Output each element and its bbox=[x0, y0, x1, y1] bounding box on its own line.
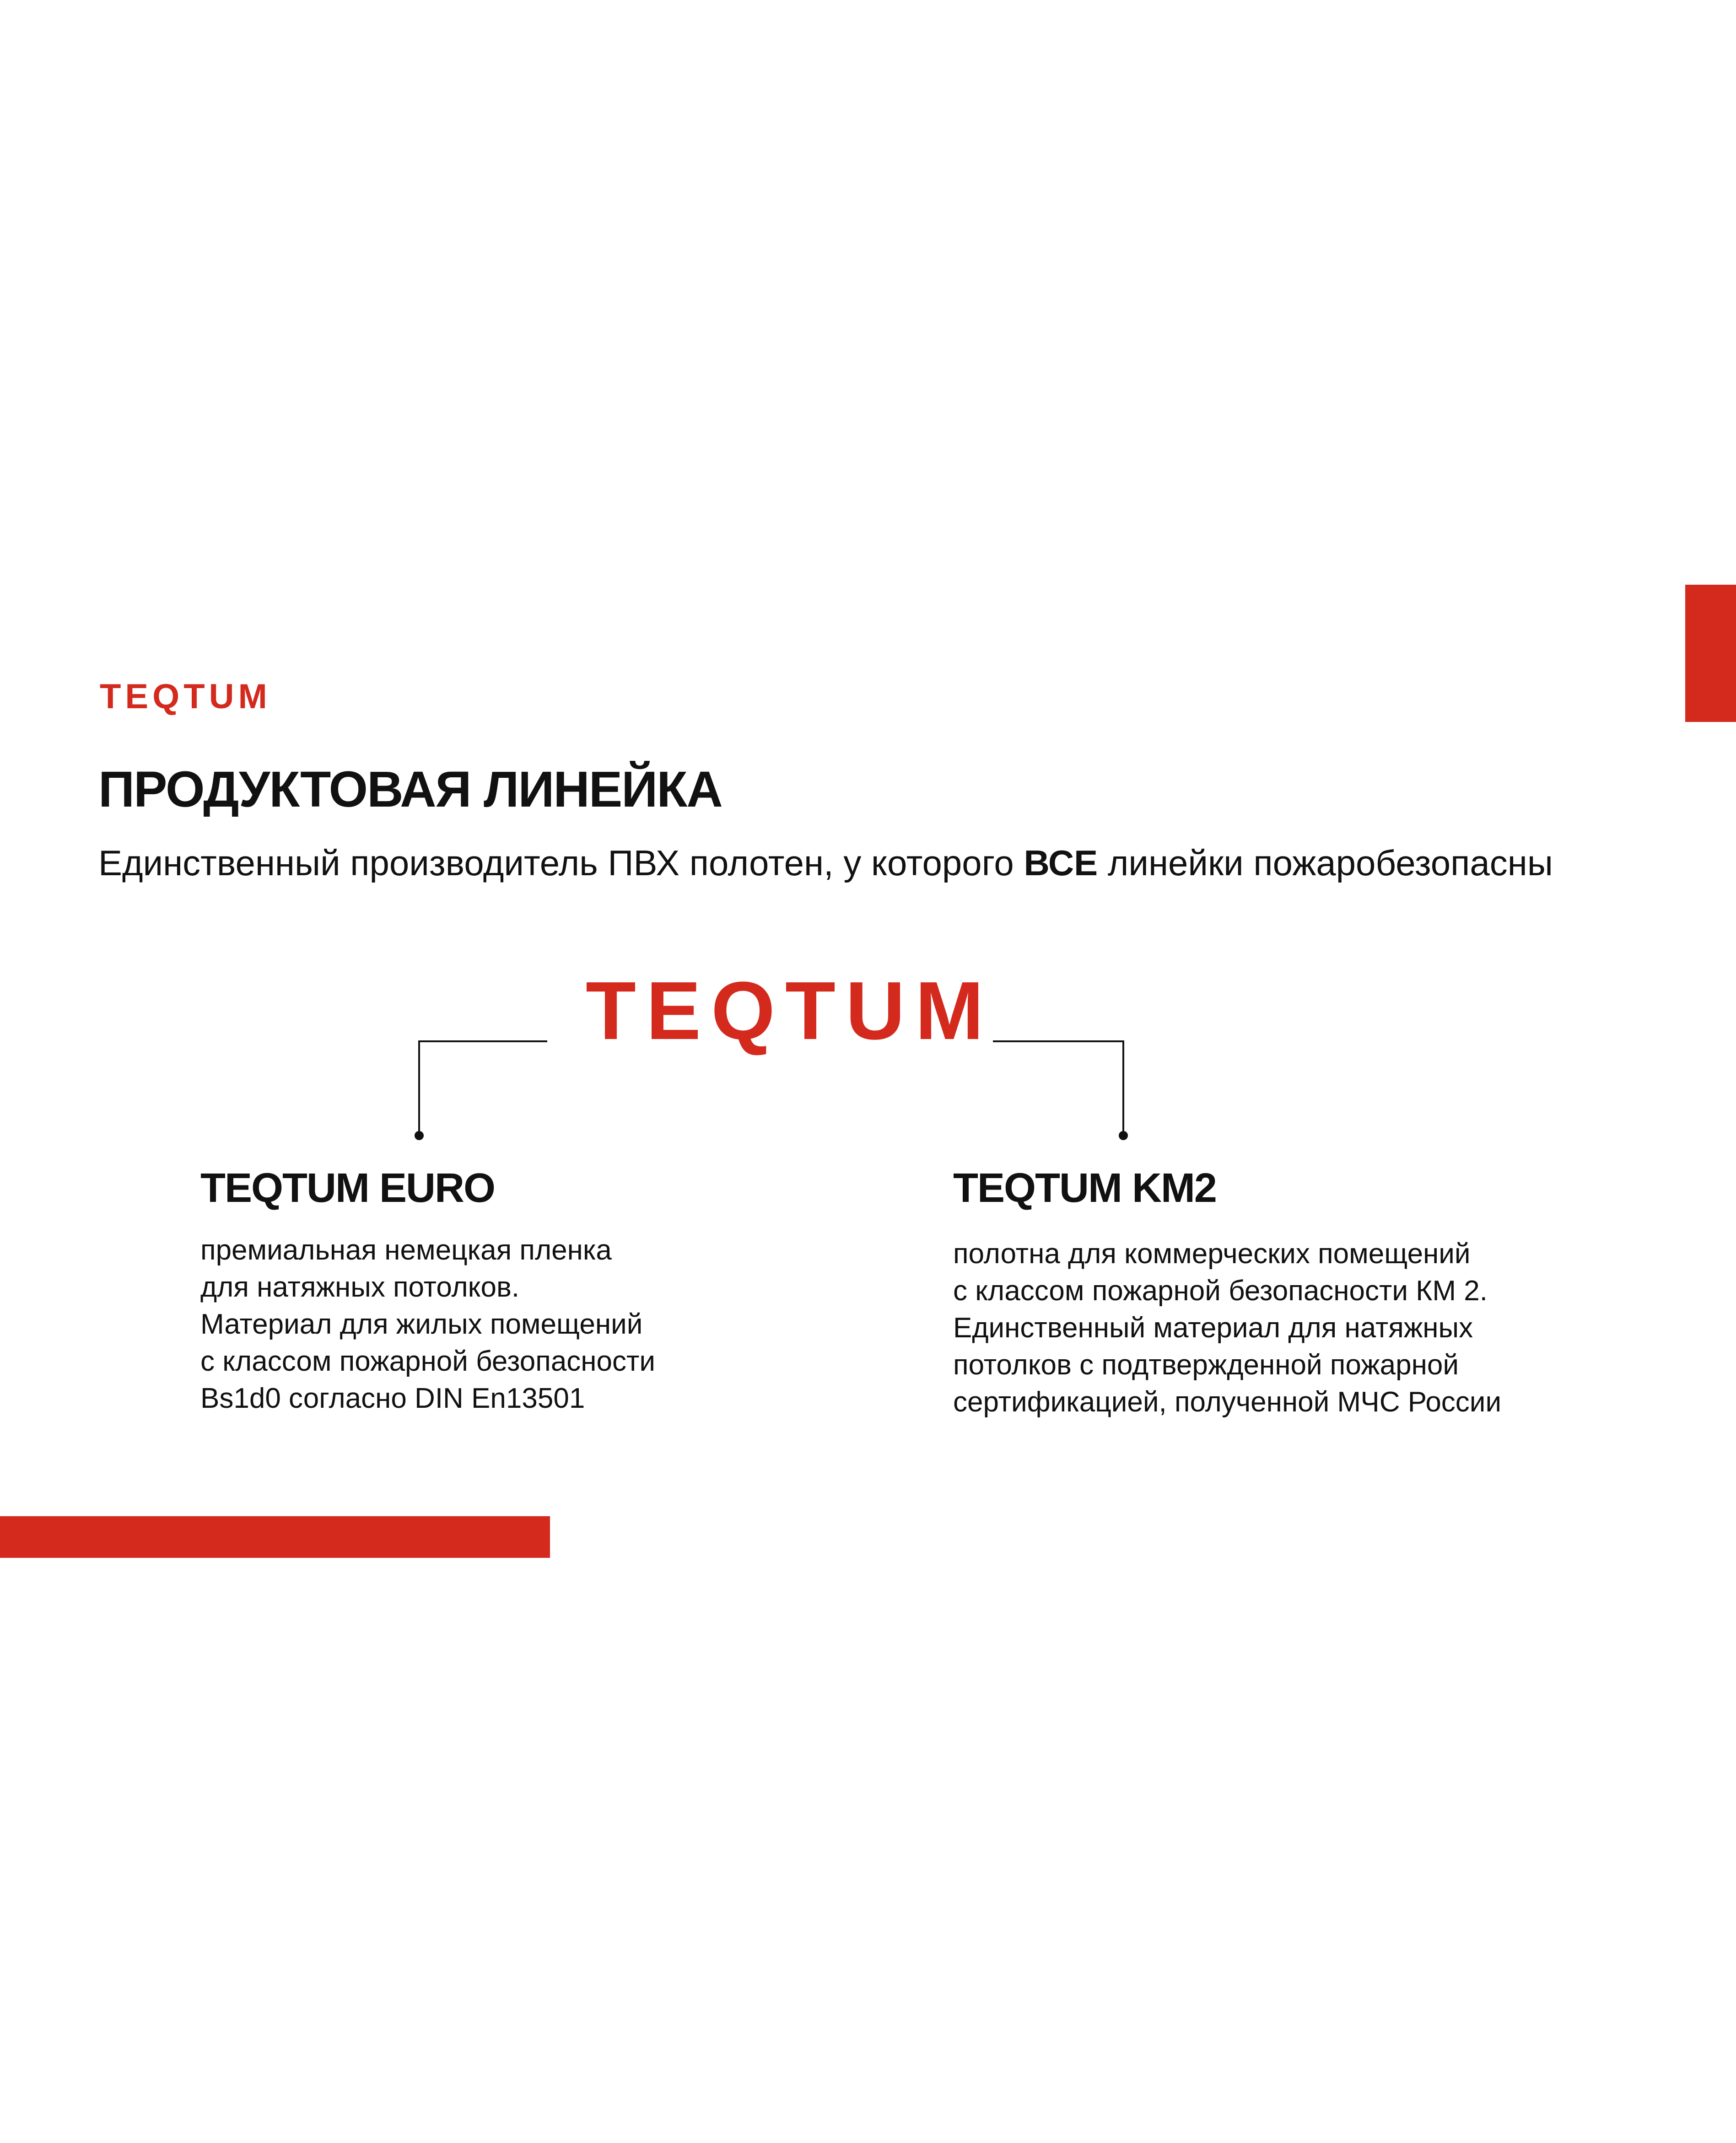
product-euro-description bbox=[200, 1232, 655, 1417]
connector-line-left bbox=[419, 1041, 547, 1135]
product-euro-line: Bs1d0 согласно DIN En13501 bbox=[200, 1383, 585, 1414]
product-km2-description bbox=[953, 1235, 1501, 1421]
connector-dot-left bbox=[415, 1131, 424, 1140]
product-km2-line: полотна для коммерческих помещений bbox=[953, 1238, 1471, 1270]
brand-logo-small: TEQTUM bbox=[100, 677, 271, 716]
product-euro-title: TEQTUM EURO bbox=[200, 1165, 495, 1211]
subtitle-emphasis: ВСЕ bbox=[1024, 843, 1098, 883]
subtitle-text-start: Единственный производитель ПВХ полотен, у которого bbox=[98, 843, 1024, 883]
connector-dot-right bbox=[1119, 1131, 1128, 1140]
brand-logo-large: TEQTUM bbox=[586, 965, 994, 1057]
product-euro-line: с классом пожарной безопасности bbox=[200, 1346, 656, 1377]
product-euro-line: для натяжных потолков. bbox=[200, 1271, 520, 1303]
product-km2-line: Единственный материал для натяжных bbox=[953, 1312, 1473, 1344]
product-euro-line: премиальная немецкая пленка bbox=[200, 1234, 612, 1266]
product-km2-line: сертификацией, полученной МЧС России bbox=[953, 1386, 1502, 1418]
page-title: ПРОДУКТОВАЯ ЛИНЕЙКА bbox=[98, 761, 722, 818]
product-euro-line: Материал для жилых помещений bbox=[200, 1308, 643, 1340]
subtitle-text-end: линейки пожаробезопасны bbox=[1098, 843, 1553, 883]
product-km2-line: потолков с подтвержденной пожарной bbox=[953, 1349, 1459, 1381]
product-km2-title: TEQTUM KM2 bbox=[953, 1165, 1216, 1211]
connector-line-right bbox=[993, 1041, 1123, 1135]
bottom-accent-bar bbox=[0, 1516, 550, 1558]
product-km2-line: с классом пожарной безопасности КМ 2. bbox=[953, 1275, 1488, 1307]
